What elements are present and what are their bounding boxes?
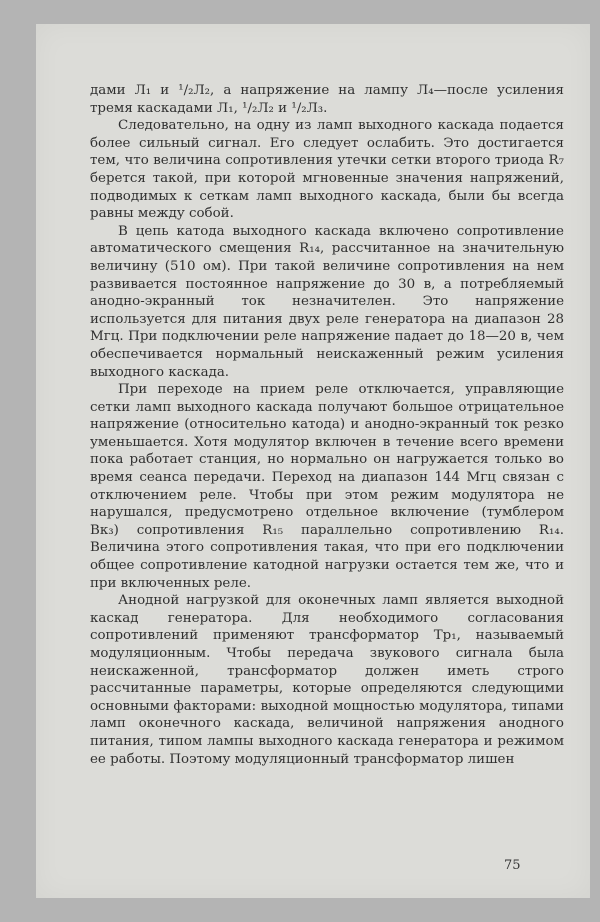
paragraph-modulation-transformer: Анодной нагрузкой для оконечных ламп является выходной каскад генератора. Для необходимого согласования сопротивлений применяют трансформатор Тр₁, называемый модуляционным. Чтобы передача звукового сигнала была неискаженной, трансформатор должен иметь строго рассчитанные параметры, которые определяются следующими основными факторами: выходной мощностью модулятора, типами ламп оконечного каскада, величиной напряжения анодного питания, типом лампы выходного каскада генератора и режимом ее работы. Поэтому модуляционный трансформатор лишен	[90, 593, 564, 767]
paragraph-cathode-resistor: В цепь катода выходного каскада включено сопротивление автоматического смещения R₁₄, рассчитанное на значительную величину (510 ом). При такой величине сопротивления на нем развивается постоянное напряжение до 30 в, а потребляемый анодно-экранный ток незначителен. Это напряжение используется для питания двух реле генератора на диапазон 28 Мгц. При подключении реле напряжение падает до 18—20 в, чем обеспечивается нормальный неискаженный режим усиления выходного каскада.	[90, 223, 564, 380]
paragraph-continuation: дами Л₁ и ¹/₂Л₂, а напряжение на лампу Л₄—после усиления тремя каскадами Л₁, ¹/₂Л₂ и ¹/₂Л₃.	[90, 83, 564, 116]
paragraph-signal-balance: Следовательно, на одну из ламп выходного каскада подается более сильный сигнал. Его следует ослабить. Это достигается тем, что величина сопротивления утечки сетки второго триода R₇ берется такой, при которой мгновенные значения напряжений, подводимых к сеткам ламп выходного каскада, были бы всегда равны между собой.	[90, 118, 564, 222]
page-body-text	[90, 82, 564, 768]
book-page	[36, 24, 590, 898]
paragraph-receive-mode: При переходе на прием реле отключается, управляющие сетки ламп выходного каскада получают большое отрицательное напряжение (относительно катода) и анодно-экранный ток резко уменьшается. Хотя модулятор включен в течение всего времени пока работает станция, но нормально он нагружается только во время сеанса передачи. Переход на диапазон 144 Мгц связан с отключением реле. Чтобы при этом режим модулятора не нарушался, предусмотрено отдельное включение (тумблером Вк₃) сопротивления R₁₅ параллельно сопротивлению R₁₄. Величина этого сопротивления такая, что при его подключении общее сопротивление катодной нагрузки остается тем же, что и при включенных реле.	[90, 382, 564, 591]
page-number: 75	[504, 858, 521, 873]
